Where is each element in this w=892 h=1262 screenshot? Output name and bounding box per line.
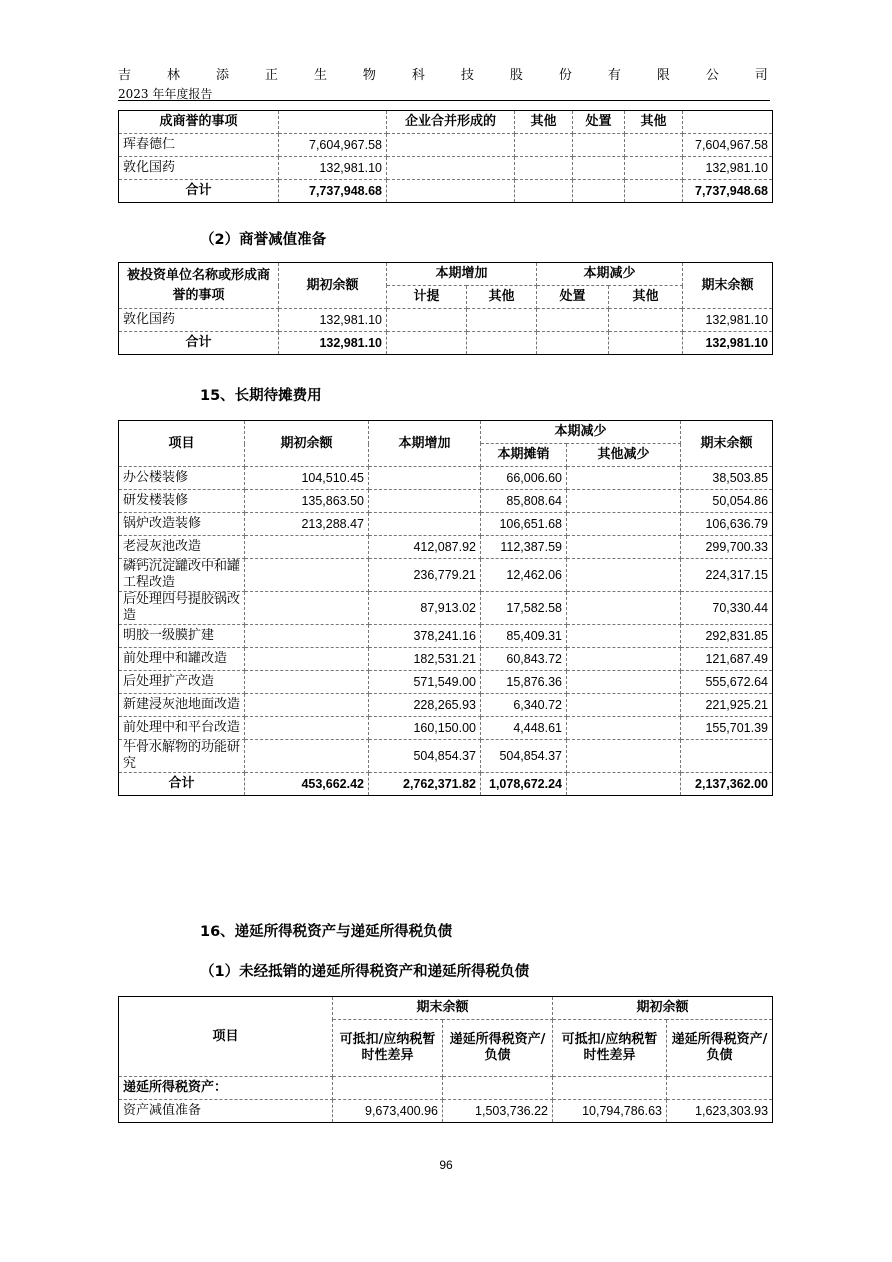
section-title: 16、递延所得税资产与递延所得税负债 (200, 924, 453, 940)
table-header-cell: 其他减少 (567, 444, 681, 467)
table-header-cell: 期初余额 (279, 263, 387, 309)
table-header-cell: 期初余额 (245, 421, 369, 467)
table-header-cell: 成商誉的事项 (119, 111, 279, 134)
table-header-cell: 本期减少 (481, 421, 681, 444)
table-row: 敦化国药 132,981.10 132,981.10 (119, 309, 773, 332)
table-subheader-row: 递延所得税资产： (119, 1077, 773, 1100)
table-header-cell: 企业合并形成的 (387, 111, 515, 134)
table-row: 后处理四号提胶锅改造 87,913.02 17,582.58 70,330.44 (119, 592, 773, 625)
total-row: 合计 453,662.42 2,762,371.82 1,078,672.24 2,137,362.00 (119, 773, 773, 796)
table-header-cell: 其他 (467, 286, 537, 309)
long-term-prepaid-expenses-table (118, 420, 773, 796)
table-row: 前处理中和罐改造 182,531.21 60,843.72 121,687.49 (119, 648, 773, 671)
company-name: 吉 林 添 正 生 物 科 技 股 份 有 限 公 司 (118, 68, 768, 83)
goodwill-table-continued (118, 110, 773, 203)
table-row: 敦化国药 132,981.10 132,981.10 (119, 157, 773, 180)
table-row: 老浸灰池改造 412,087.92 112,387.59 299,700.33 (119, 536, 773, 559)
table-row: 资产减值准备 9,673,400.96 1,503,736.22 10,794,786.63 1,623,303.93 (119, 1100, 773, 1123)
table-header-cell: 项目 (119, 997, 333, 1077)
table-row: 后处理扩产改造 571,549.00 15,876.36 555,672.64 (119, 671, 773, 694)
table-row: 明胶一级膜扩建 378,241.16 85,409.31 292,831.85 (119, 625, 773, 648)
table-header-cell: 期末余额 (683, 263, 773, 309)
total-row: 合计 7,737,948.68 7,737,948.68 (119, 180, 773, 203)
section-title: （2）商誉减值准备 (200, 232, 327, 248)
table-header-cell: 其他 (625, 111, 683, 134)
table-header-cell: 期末余额 (333, 997, 553, 1020)
table-header-cell: 可抵扣/应纳税暂时性差异 (333, 1020, 443, 1077)
report-year: 2023 年年度报告 (118, 87, 213, 101)
table-header-cell: 其他 (609, 286, 683, 309)
table-header-cell: 被投资单位名称或形成商誉的事项 (119, 263, 279, 309)
table-header-cell: 本期摊销 (481, 444, 567, 467)
table-header-cell: 递延所得税资产/负债 (667, 1020, 773, 1077)
page-number: 96 (439, 1158, 453, 1172)
table-row: 前处理中和平台改造 160,150.00 4,448.61 155,701.39 (119, 717, 773, 740)
table-header-cell: 期初余额 (553, 997, 773, 1020)
table-row: 研发楼装修 135,863.50 85,808.64 50,054.86 (119, 490, 773, 513)
header-divider (118, 100, 770, 101)
table-header-cell: 项目 (119, 421, 245, 467)
table-header-cell: 处置 (573, 111, 625, 134)
goodwill-impairment-table (118, 262, 773, 355)
total-row: 合计 132,981.10 132,981.10 (119, 332, 773, 355)
table-header-cell: 计提 (387, 286, 467, 309)
table-header-cell: 可抵扣/应纳税暂时性差异 (553, 1020, 667, 1077)
section-title: （1）未经抵销的递延所得税资产和递延所得税负债 (200, 964, 530, 980)
table-row: 新建浸灰池地面改造 228,265.93 6,340.72 221,925.21 (119, 694, 773, 717)
table-row: 锅炉改造装修 213,288.47 106,651.68 106,636.79 (119, 513, 773, 536)
table-header-cell: 期末余额 (681, 421, 773, 467)
page-header (118, 64, 768, 102)
table-header-cell: 本期增加 (369, 421, 481, 467)
table-row: 磷钙沉淀罐改中和罐工程改造 236,779.21 12,462.06 224,317.15 (119, 559, 773, 592)
deferred-tax-table (118, 996, 773, 1123)
section-title: 15、长期待摊费用 (200, 388, 322, 404)
table-header-cell: 处置 (537, 286, 609, 309)
table-header-cell: 其他 (515, 111, 573, 134)
table-row: 牛骨水解物的功能研究 504,854.37 504,854.37 (119, 740, 773, 773)
table-header-cell: 本期增加 (387, 263, 537, 286)
table-header-cell: 本期减少 (537, 263, 683, 286)
table-row: 办公楼装修 104,510.45 66,006.60 38,503.85 (119, 467, 773, 490)
table-row: 珲春德仁 7,604,967.58 7,604,967.58 (119, 134, 773, 157)
table-header-cell: 递延所得税资产/负债 (443, 1020, 553, 1077)
